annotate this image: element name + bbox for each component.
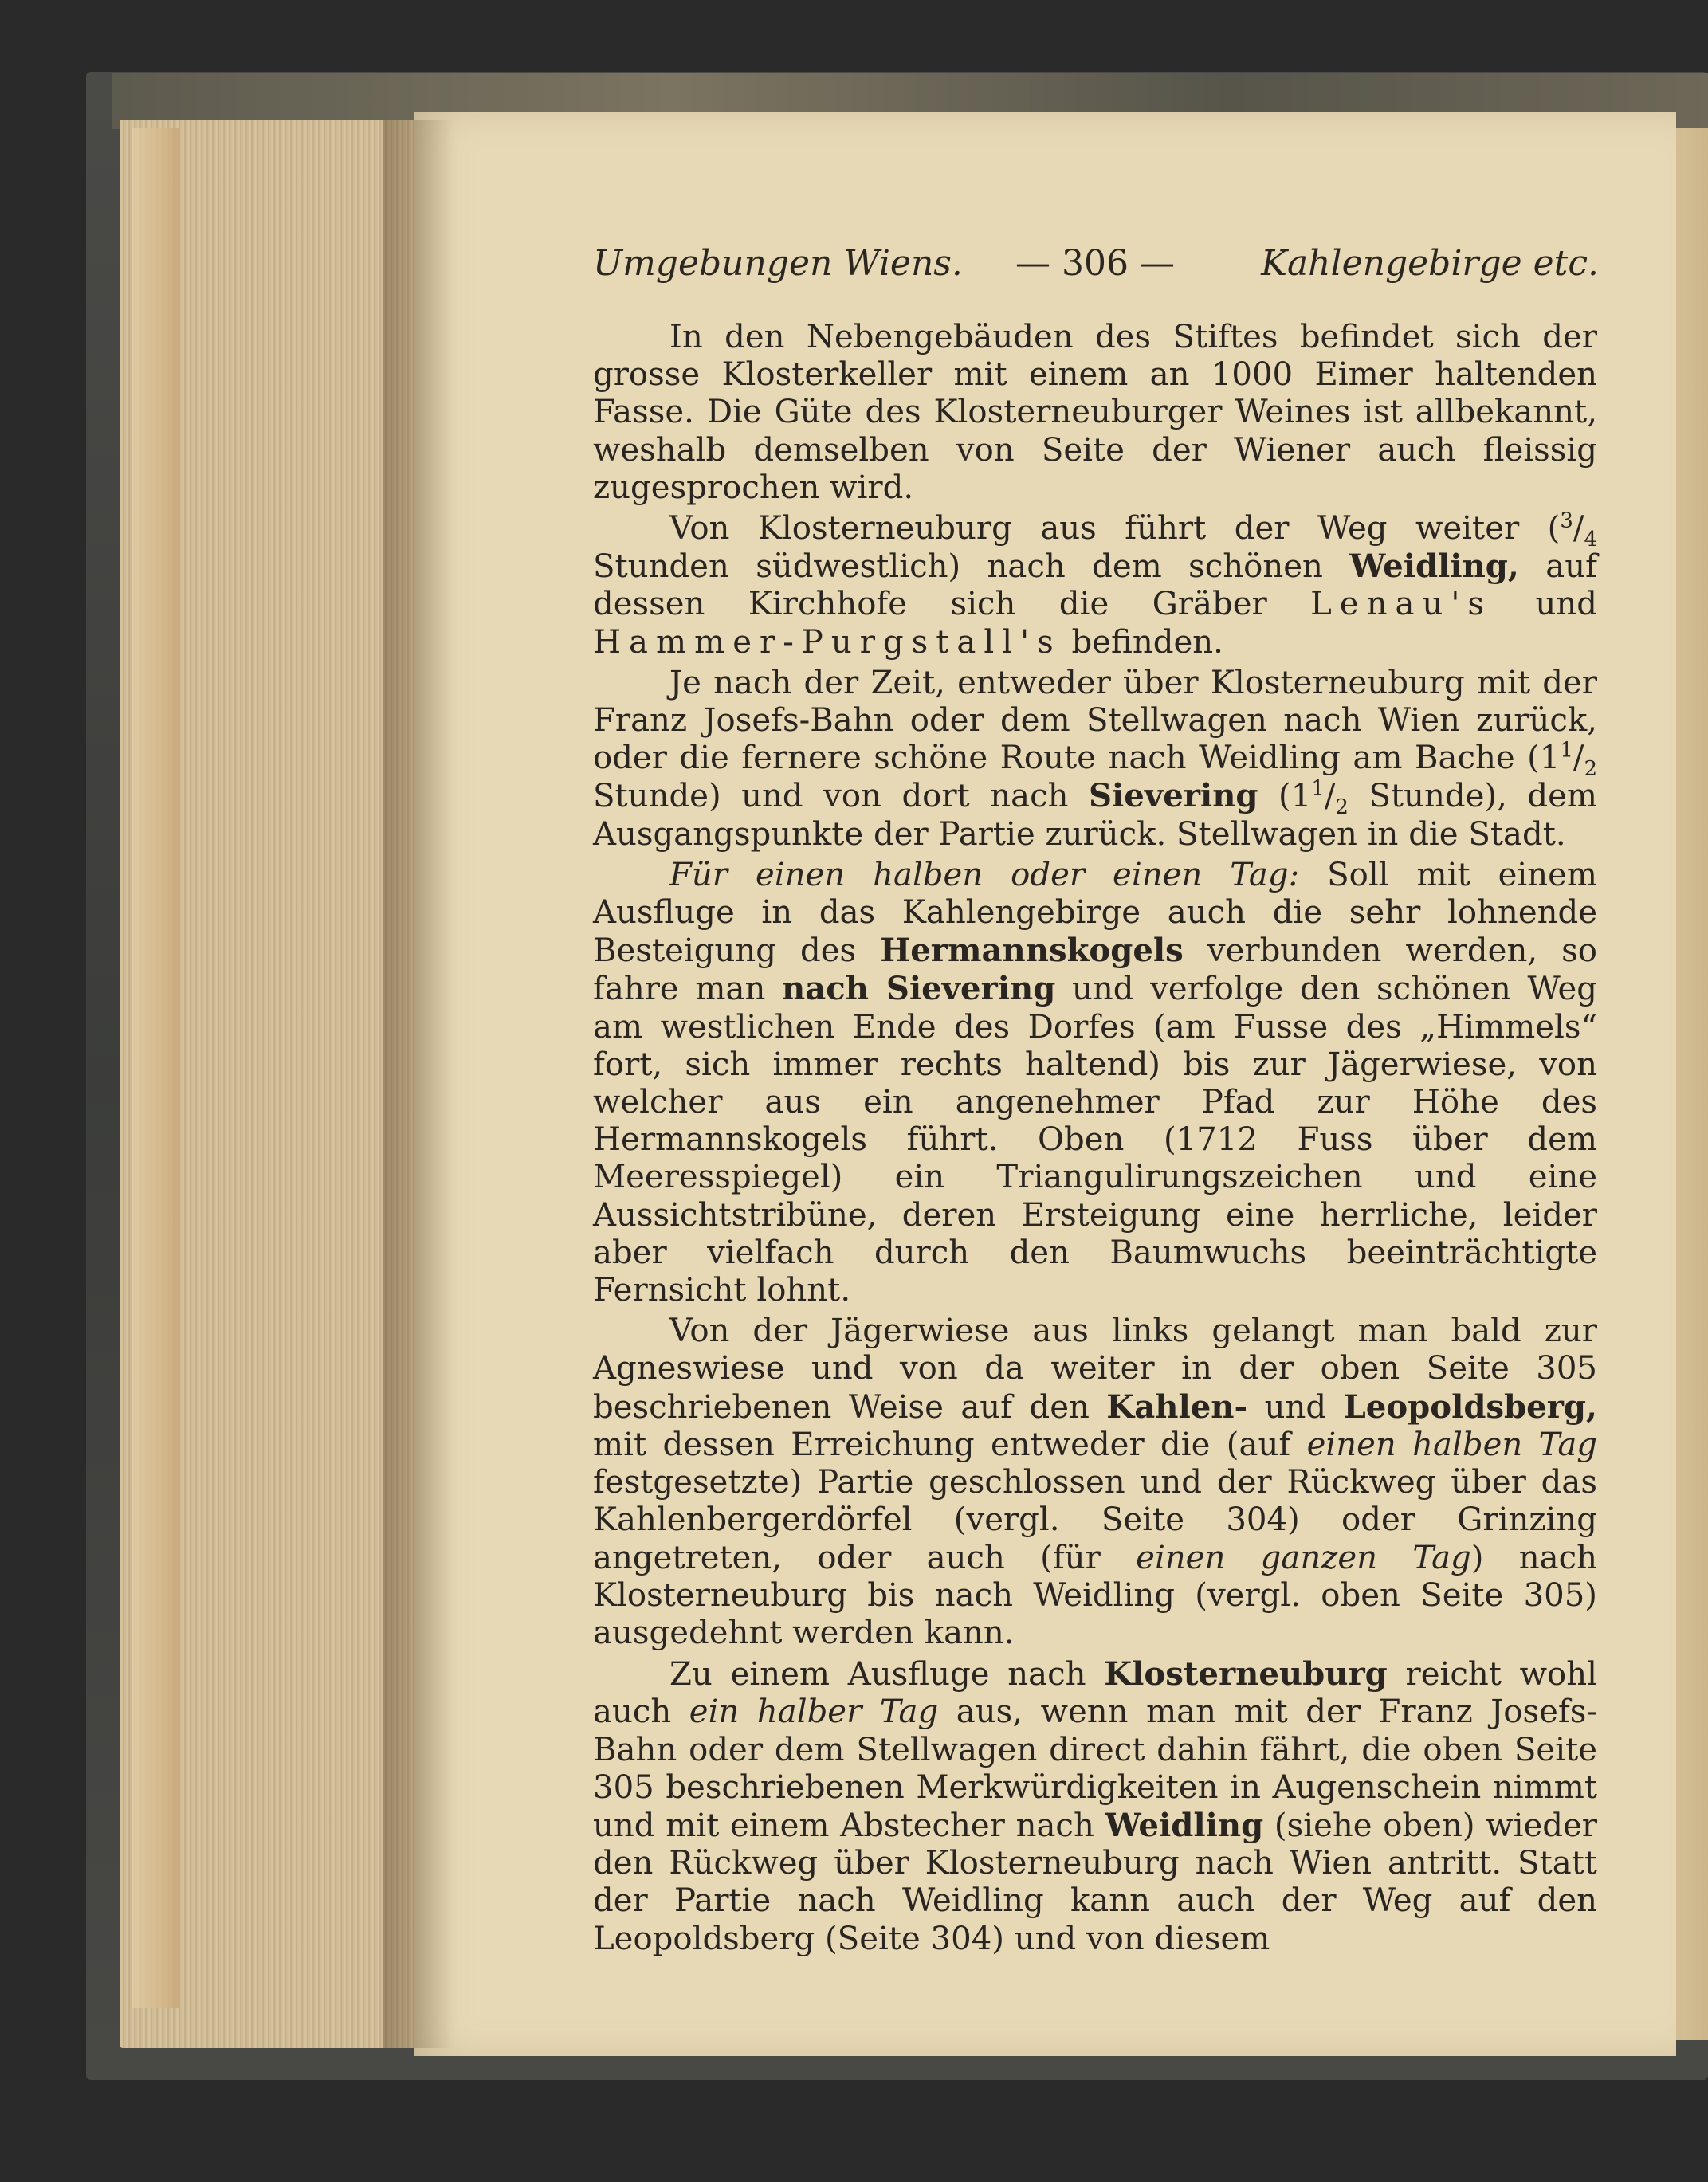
paragraph-2: Von Klosterneuburg aus führt der Weg weiter ($^3/_4$ Stunden südwestlich) nach dem schönen Weidling, auf dessen Kirchhofe sich die Gräber Lenau's und Hammer-Purgstall's befinden. [593,508,1597,661]
italic-heading: Für einen halben oder einen Tag: [669,856,1300,893]
bold-term: nach Sievering [782,970,1056,1008]
italic-term: einen ganzen Tag [1136,1539,1471,1576]
fraction-numerator: 3 [1560,508,1573,533]
text-run: mit dessen Erreichung entweder die (auf [593,1426,1307,1463]
text-run: festgesetzte) Partie geschlossen und der Rückweg über das Kahlenbergerdörfel (vergl. Seite 304) oder Grinzing angetreten, oder auch (für [593,1464,1597,1576]
text-run: befinden. [1061,623,1223,661]
text-run: Von Klosterneuburg aus führt der Weg weiter ( [669,510,1561,547]
bold-term: Leopoldsberg, [1343,1387,1597,1426]
fraction-denominator: 4 [1584,528,1597,552]
page-stack-edge [132,128,179,2008]
italic-term: einen halben Tag [1306,1426,1597,1463]
fraction-numerator: 1 [1311,777,1325,802]
text-run: und [1492,586,1597,623]
spaced-name: Hammer-Purgstall's [593,623,1062,661]
text-run: Zu einem Ausfluge nach [669,1656,1105,1693]
bold-term: Klosterneuburg [1104,1655,1388,1693]
text-run: (1 [1258,778,1312,815]
running-head-right: Kahlengebirge etc. [1261,243,1599,284]
text-run: aus, wenn man mit der Franz Josefs-Bahn oder dem Stellwagen direct dahin fährt, die oben Seite 305 beschriebenen Merkwürdigkeiten in Augenschein nimmt und mit einem Abstecher nach [593,1693,1597,1844]
running-head [593,243,1599,291]
text-run: und verfolge den schönen Weg am westlichen Ende des Dorfes (am Fusse des „Himmels“ fort, sich immer rechts haltend) bis zur Jägerwiese, von welcher aus ein angenehmer Pfad zur Höhe des Hermannskogels führt. Oben (1712 Fuss über dem Meeresspiegel) ein Triangulirungszeichen und eine Aussichtstribüne, deren Ersteigung eine herrliche, leider aber vielfach durch den Baumwuchs beeinträchtigte Fernsicht lohnt. [593,971,1597,1309]
paragraph-6 [593,1655,1597,1958]
bold-term: Weidling [1105,1806,1264,1844]
fraction-denominator: 2 [1335,795,1349,820]
text-run: ) nach Klosterneuburg bis nach Weidling (vergl. oben Seite 305) ausgedehnt werden kann. [593,1539,1597,1651]
text-run: Von der Jägerwiese aus links gelangt man bald zur Agneswiese und von da weiter in der oben Seite 305 beschriebenen Weise auf den [593,1313,1597,1426]
text-run: Je nach der Zeit, entweder über Klosterneuburg mit der Franz Josefs-Bahn oder dem Stellwagen nach Wien zurück, oder die fernere schöne Route nach Weidling am Bache (1 [593,664,1597,777]
body-text [593,319,1597,1961]
text-run: reicht wohl auch [593,1656,1597,1731]
paragraph-4 [593,857,1597,1309]
text-run: Soll mit einem Ausfluge in das Kahlengebirge auch die sehr lohnende Besteigung des [593,856,1597,970]
text-run: und [1247,1388,1344,1426]
gutter-shadow [383,120,454,2048]
text-run: Stunden südwestlich) nach dem schönen [593,548,1350,586]
bold-term: Kahlen- [1106,1387,1248,1426]
bold-term: Hermannskogels [880,932,1184,970]
fraction-numerator: 1 [1560,738,1573,763]
fraction-denominator: 2 [1584,757,1597,782]
spaced-name: Lenau's [1310,586,1493,623]
text-run: Stunde) und von dort nach [593,778,1089,815]
paragraph-5 [593,1313,1597,1652]
text-run: auf dessen Kirchhofe sich die Gräber [593,548,1597,623]
bold-term: Weidling, [1349,547,1519,586]
italic-term: ein halber Tag [689,1693,939,1731]
running-head-left: Umgebungen Wiens. [593,243,963,284]
paragraph-1: In den Nebengebäuden des Stiftes befindet sich der grosse Klosterkeller mit einem an 1000 Eimer haltenden Fasse. Die Güte des Klosterneuburger Weines ist allbekannt, weshalb demselben von Seite der Wiener auch fleissig zugesprochen wird. [593,319,1597,506]
paragraph-3: Je nach der Zeit, entweder über Klosterneuburg mit der Franz Josefs-Bahn oder dem Stellwagen nach Wien zurück, oder die fernere schöne Route nach Weidling am Bache ($1^1/_2$ Stunde) und von dort nach Sievering ($1^1/_2$ Stunde), dem Ausgangspunkte der Partie zurück. Stellwagen in die Stadt. [593,664,1597,853]
text-run: verbunden werden, so fahre man [593,932,1598,1008]
page-number: — 306 — [1015,243,1175,284]
text-run: (siehe oben) wieder den Rückweg über Klosterneuburg nach Wien antritt. Statt der Partie nach Weidling kann auch der Weg auf den Leopoldsberg (Seite 304) und von diesem [593,1807,1597,1957]
text-run: Stunde), dem Ausgangspunkte der Partie zurück. Stellwagen in die Stadt. [593,778,1597,853]
bold-term: Sievering [1088,777,1258,815]
